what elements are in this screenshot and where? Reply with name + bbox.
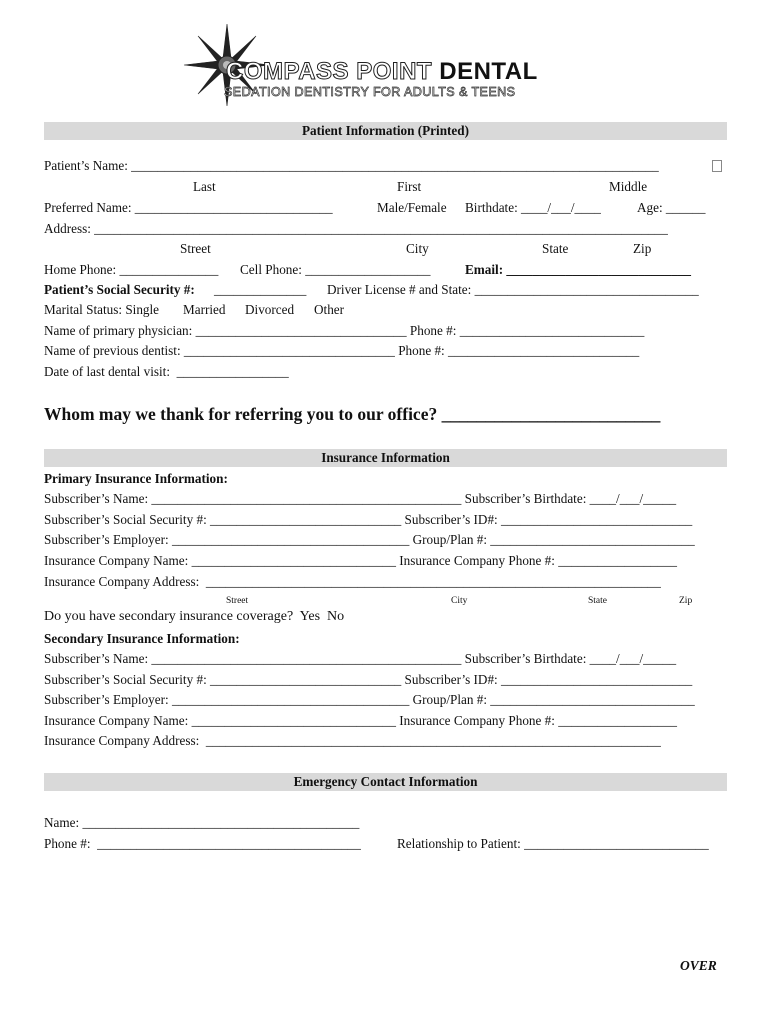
preferred-name-field[interactable]: Preferred Name: ______________________________: [44, 200, 333, 215]
gender-field[interactable]: Male/Female: [377, 200, 447, 215]
over-label: OVER: [680, 958, 717, 973]
ssn-field[interactable]: ______________: [214, 282, 307, 297]
birthdate-field[interactable]: Birthdate: ____/___/____: [465, 200, 601, 215]
primary-subscriber-ssn-field[interactable]: Subscriber’s Social Security #: _____________________________ Subscriber’s ID#: _____________________________: [44, 512, 693, 527]
marital-option-married[interactable]: Married: [183, 302, 226, 317]
section-bar-insurance: [44, 449, 727, 467]
emergency-relationship-field[interactable]: Relationship to Patient: ____________________________: [397, 836, 709, 851]
secondary-subscriber-ssn-field[interactable]: Subscriber’s Social Security #: _____________________________ Subscriber’s ID#: _____________________________: [44, 672, 693, 687]
logo-brand: COMPASS POINT DENTAL: [226, 58, 538, 85]
secondary-subscriber-name-field[interactable]: Subscriber’s Name: _______________________________________________ Subscriber’s Birthdate: ____/___/_____: [44, 651, 677, 666]
primary-company-name-field[interactable]: Insurance Company Name: _______________________________ Insurance Company Phone #: __________________: [44, 553, 677, 568]
section-bar-emergency: [44, 773, 727, 791]
section-title-insurance: Insurance Information: [321, 450, 450, 465]
address-label-zip: Zip: [679, 596, 693, 606]
secondary-company-name-field[interactable]: Insurance Company Name: _______________________________ Insurance Company Phone #: __________________: [44, 713, 677, 728]
address-label-state: State: [588, 596, 607, 606]
section-title-emergency: Emergency Contact Information: [293, 774, 478, 789]
primary-subscriber-name-field[interactable]: Subscriber’s Name: _______________________________________________ Subscriber’s Birthdate: ____/___/_____: [44, 491, 677, 506]
referral-question[interactable]: Whom may we thank for referring you to our office? _________________________: [44, 404, 661, 424]
email-field[interactable]: Email: ____________________________: [465, 262, 692, 277]
last-visit-field[interactable]: Date of last dental visit: _________________: [44, 364, 289, 379]
label-zip: Zip: [633, 241, 652, 256]
age-field[interactable]: Age: ______: [637, 200, 706, 215]
address-label-street: Street: [226, 596, 249, 606]
checkbox-square-icon: [712, 160, 722, 172]
secondary-coverage-question[interactable]: Do you have secondary insurance coverage? Yes No: [44, 609, 345, 624]
primary-insurance-heading: Primary Insurance Information:: [44, 471, 228, 486]
label-middle: Middle: [609, 179, 648, 194]
marital-option-other[interactable]: Other: [314, 302, 345, 317]
primary-employer-field[interactable]: Subscriber’s Employer: ____________________________________ Group/Plan #: _______________________________: [44, 532, 695, 547]
secondary-company-address-field[interactable]: Insurance Company Address: _____________________________________________________________________: [44, 733, 661, 748]
primary-physician-field[interactable]: Name of primary physician: ________________________________ Phone #: ____________________________: [44, 323, 645, 338]
cell-phone-field[interactable]: Cell Phone: ___________________: [240, 262, 431, 277]
emergency-name-field[interactable]: Name: __________________________________________: [44, 815, 360, 830]
address-field[interactable]: Address: _______________________________________________________________________________________: [44, 221, 668, 236]
home-phone-field[interactable]: Home Phone: _______________: [44, 262, 219, 277]
marital-option-divorced[interactable]: Divorced: [245, 302, 295, 317]
emergency-phone-field[interactable]: Phone #: ________________________________________: [44, 836, 361, 851]
compass-point-dental-logo: [182, 22, 592, 108]
label-street: Street: [180, 241, 211, 256]
ssn-label: Patient’s Social Security #:: [44, 282, 195, 297]
patient-name-field[interactable]: Patient’s Name: ________________________________________________________________________________: [44, 158, 659, 173]
label-first: First: [397, 179, 422, 194]
marital-status-label: Marital Status: Single: [44, 302, 160, 317]
driver-license-field[interactable]: Driver License # and State: __________________________________: [327, 282, 699, 297]
secondary-employer-field[interactable]: Subscriber’s Employer: ____________________________________ Group/Plan #: _______________________________: [44, 692, 695, 707]
previous-dentist-field[interactable]: Name of previous dentist: ________________________________ Phone #: _____________________________: [44, 343, 640, 358]
logo-tagline: SEDATION DENTISTRY FOR ADULTS & TEENS: [224, 85, 516, 99]
label-last: Last: [193, 179, 216, 194]
section-bar-patient: [44, 122, 727, 140]
secondary-insurance-heading: Secondary Insurance Information:: [44, 631, 240, 646]
label-city: City: [406, 241, 429, 256]
section-title-patient: Patient Information (Printed): [301, 123, 469, 138]
address-label-city: City: [451, 596, 468, 606]
primary-company-address-field[interactable]: Insurance Company Address: _____________________________________________________________________: [44, 574, 661, 589]
label-state: State: [542, 241, 569, 256]
